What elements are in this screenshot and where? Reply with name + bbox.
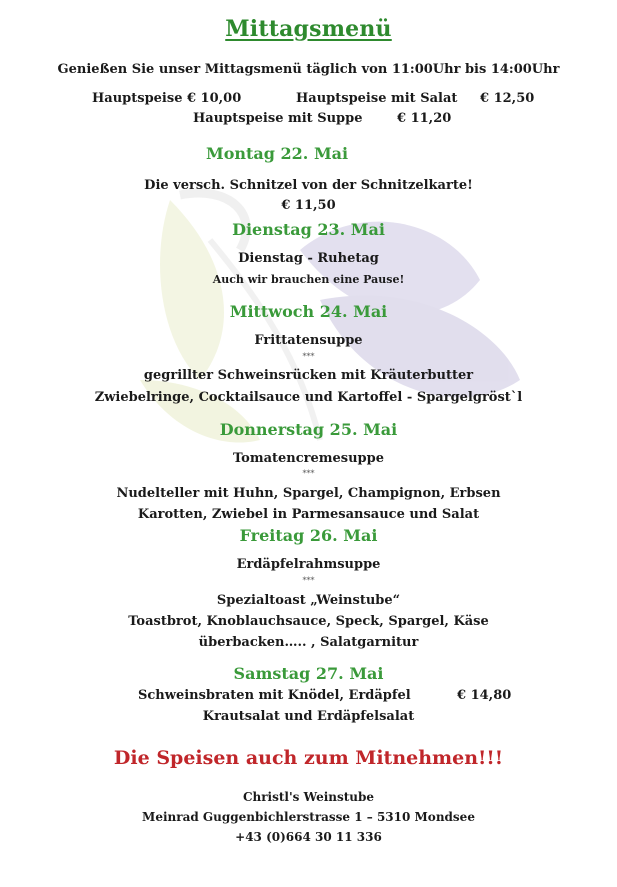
day-heading-saturday: Samstag 27. Mai — [233, 664, 384, 683]
day-heading-wednesday: Mittwoch 24. Mai — [229, 302, 388, 321]
price-main: Hauptspeise € 10,00 — [92, 91, 242, 106]
day-heading-thursday: Donnerstag 25. Mai — [219, 420, 398, 439]
restaurant-address: Meinrad Guggenbichlerstrasse 1 – 5310 Mondsee — [142, 810, 475, 824]
restaurant-name: Christl's Weinstube — [242, 790, 375, 804]
day-heading-monday: Montag 22. Mai — [206, 144, 349, 163]
price-salad-label: Hauptspeise mit Salat — [296, 91, 458, 106]
saturday-price: € 14,80 — [457, 688, 512, 703]
wednesday-separator: *** — [302, 352, 315, 361]
saturday-main-2: Krautsalat und Erdäpfelsalat — [202, 709, 415, 724]
price-salad-value: € 12,50 — [480, 91, 535, 106]
thursday-main-1: Nudelteller mit Huhn, Spargel, Champignon, Erbsen — [116, 486, 501, 501]
thursday-soup: Tomatencremesuppe — [232, 451, 385, 466]
saturday-main-1: Schweinsbraten mit Knödel, Erdäpfel — [138, 688, 411, 703]
monday-dish: Die versch. Schnitzel von der Schnitzelkarte! — [144, 178, 473, 193]
wednesday-main-1: gegrillter Schweinsrücken mit Kräuterbutter — [143, 368, 474, 383]
takeaway-banner: Die Speisen auch zum Mitnehmen!!! — [113, 747, 504, 769]
tuesday-closed: Dienstag - Ruhetag — [238, 251, 379, 266]
thursday-main-2: Karotten, Zwiebel in Parmesansauce und Salat — [137, 507, 480, 522]
restaurant-phone: +43 (0)664 30 11 336 — [235, 830, 382, 844]
wednesday-main-2: Zwiebelringe, Cocktailsauce und Kartoffel - Spargelgröst`l — [94, 390, 523, 405]
friday-soup: Erdäpfelrahmsuppe — [236, 557, 381, 572]
friday-main-2: Toastbrot, Knoblauchsauce, Speck, Spargel, Käse — [128, 614, 489, 629]
page-title: Mittagsmenü — [225, 16, 392, 42]
opening-hours: Genießen Sie unser Mittagsmenü täglich von 11:00Uhr bis 14:00Uhr — [57, 62, 560, 77]
friday-main-1: Spezialtoast „Weinstube“ — [216, 593, 401, 608]
price-soup-label: Hauptspeise mit Suppe — [193, 111, 363, 126]
wednesday-soup: Frittatensuppe — [254, 333, 363, 348]
friday-separator: *** — [302, 576, 315, 585]
friday-main-3: überbacken….. , Salatgarnitur — [198, 635, 419, 650]
tuesday-note: Auch wir brauchen eine Pause! — [212, 273, 405, 286]
price-soup-value: € 11,20 — [397, 111, 452, 126]
day-heading-tuesday: Dienstag 23. Mai — [232, 220, 385, 239]
day-heading-friday: Freitag 26. Mai — [239, 526, 378, 545]
monday-price: € 11,50 — [281, 198, 336, 213]
thursday-separator: *** — [302, 469, 315, 478]
